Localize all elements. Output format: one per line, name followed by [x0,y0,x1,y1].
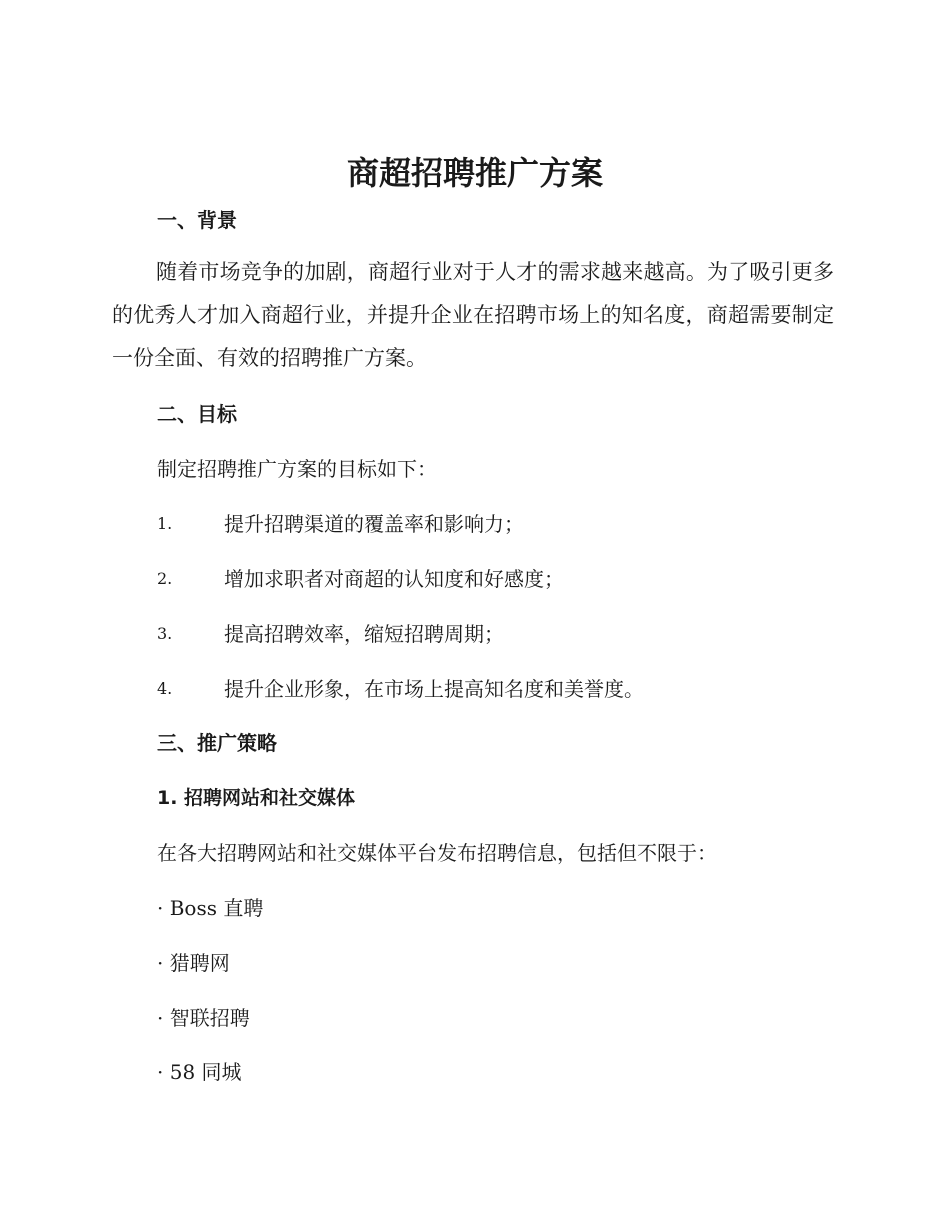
list-item-text: 提高招聘效率，缩短招聘周期； [224,622,504,646]
list-item: · Boss 直聘 [157,896,264,920]
document-title: 商超招聘推广方案 [346,154,603,192]
list-item-number: 2. [157,569,173,588]
list-item-number: 4. [157,679,173,698]
list-item-text: 提升招聘渠道的覆盖率和影响力； [224,512,524,536]
job-sites-intro: 在各大招聘网站和社交媒体平台发布招聘信息，包括但不限于： [157,841,717,865]
list-item: · 猎聘网 [157,951,230,975]
section-heading-background: 一、背景 [157,208,237,232]
goals-intro: 制定招聘推广方案的目标如下： [157,457,437,481]
list-item-number: 3. [157,624,173,643]
list-item: · 智联招聘 [157,1006,250,1030]
list-item-number: 1. [157,514,173,533]
list-item-text: 增加求职者对商超的认知度和好感度； [224,567,564,591]
subsection-heading-job-sites: 1. 招聘网站和社交媒体 [157,787,356,809]
section-heading-goals: 二、目标 [157,402,237,426]
background-paragraph: 随着市场竞争的加剧，商超行业对于人才的需求越来越高。为了吸引更多的优秀人才加入商超行业，并提升企业在招聘市场上的知名度，商超需要制定一份全面、有效的招聘推广方案。 [112,260,834,370]
list-item-text: 提升企业形象，在市场上提高知名度和美誉度。 [224,677,644,701]
list-item: · 58 同城 [157,1060,242,1084]
section-heading-strategy: 三、推广策略 [157,731,277,755]
